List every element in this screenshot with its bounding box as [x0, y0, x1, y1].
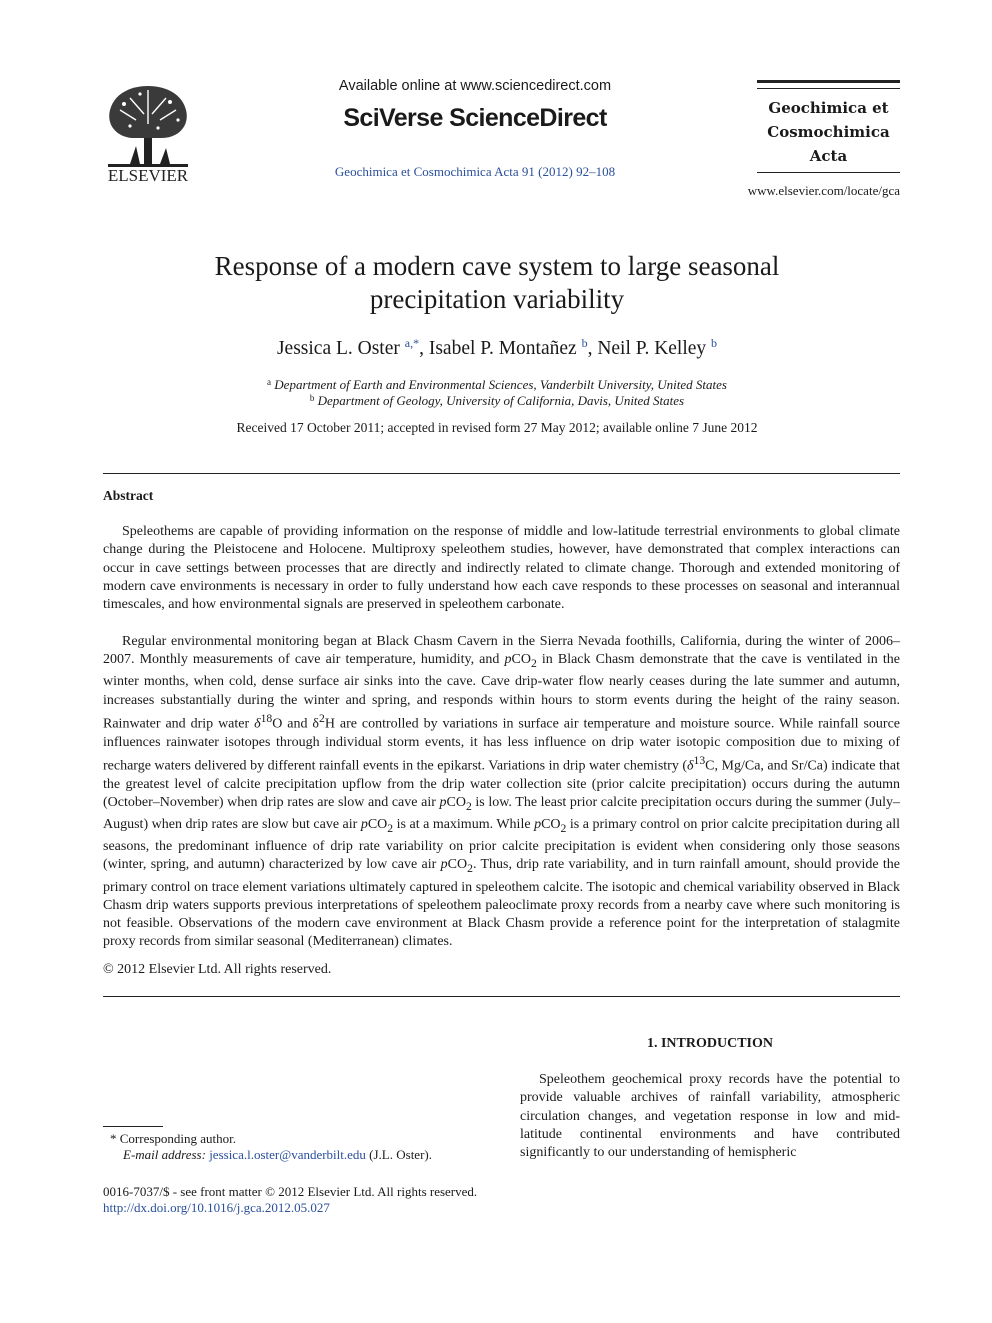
front-matter-note: 0016-7037/$ - see front matter © 2012 Elsevier Ltd. All rights reserved. — [103, 1184, 478, 1199]
email-label: E-mail address: — [123, 1147, 206, 1162]
journal-name-line: Cosmochimica — [767, 123, 890, 141]
journal-url-link[interactable]: www.elsevier.com/locate/gca — [747, 183, 900, 198]
journal-name-line: Acta — [809, 147, 848, 165]
email-suffix: (J.L. Oster). — [365, 1147, 432, 1162]
affiliation — [100, 393, 894, 409]
available-online-text: Available online at www.sciencedirect.com — [338, 78, 612, 94]
journal-box-rule-thin — [757, 88, 900, 89]
article-history: Received 17 October 2011; accepted in revised form 27 May 2012; available online 7 June 2012 — [236, 420, 758, 435]
author-name: Jessica L. Oster — [276, 338, 400, 359]
author-separator: , — [419, 338, 429, 359]
abstract-paragraph: Speleothems are capable of providing information on the response of middle and low-latitude terrestrial environments to global climate change during the Pleistocene and Holocene. Multiproxy speleothem studies, however, have demonstrated that complex interactions can occur in cave settings between processes that are directly and indirectly related to climate change. Thorough and extended monitoring of modern cave environments is necessary in order to fully understand how each cave responds to these processes on seasonal and interannual timescales, and how environmental signals are preserved in speleothem carbonate. — [103, 524, 900, 612]
affiliation-text: Department of Geology, University of California, Davis, United States — [317, 393, 685, 408]
affiliation — [100, 377, 894, 393]
affiliation-mark: a — [267, 377, 272, 387]
author-affiliation-link[interactable]: b — [711, 336, 718, 350]
journal-name-line: Geochimica et — [768, 99, 889, 117]
author-name: Isabel P. Montañez — [428, 338, 577, 359]
doi-link[interactable]: http://dx.doi.org/10.1016/j.gca.2012.05.027 — [103, 1200, 330, 1215]
author-separator: , — [587, 338, 598, 359]
journal-box-rule-top — [757, 80, 900, 83]
copyright-notice: © 2012 Elsevier Ltd. All rights reserved. — [103, 962, 332, 977]
footnote-rule — [103, 1126, 163, 1127]
email-footnote — [123, 1147, 432, 1163]
author-list — [100, 336, 894, 360]
journal-name — [757, 96, 900, 168]
elsevier-tree-logo — [100, 80, 196, 184]
author-affiliation-link[interactable]: b — [581, 336, 588, 350]
platform-wordmark: SciVerse ScienceDirect — [343, 104, 607, 132]
abstract-rule-bottom — [103, 996, 900, 997]
abstract-rule-top — [103, 473, 900, 474]
title-line: Response of a modern cave system to large seasonal — [214, 251, 780, 281]
email-link[interactable]: jessica.l.oster@vanderbilt.edu — [209, 1147, 366, 1162]
affiliation-mark: b — [309, 393, 315, 403]
introduction-paragraph: Speleothem geochemical proxy records have the potential to provide valuable archives of rainfall variability, atmospheric circulation changes, and vegetation response in low and mid-latitude continental environments and have contributed significantly to our understanding of hemispheric — [520, 1072, 900, 1161]
journal-box-rule-bottom — [757, 172, 900, 173]
abstract-heading: Abstract — [103, 488, 154, 503]
affiliation-text: Department of Earth and Environmental Sciences, Vanderbilt University, United States — [274, 377, 727, 392]
article-title — [100, 250, 894, 316]
publisher-wordmark: ELSEVIER — [107, 166, 189, 184]
author-affiliation-link[interactable]: a,* — [404, 336, 420, 350]
author-name: Neil P. Kelley — [597, 338, 707, 359]
title-line: precipitation variability — [369, 284, 625, 314]
section-heading: 1. INTRODUCTION — [646, 1036, 773, 1051]
corresponding-author-note: * Corresponding author. — [110, 1131, 237, 1146]
journal-citation-link[interactable]: Geochimica et Cosmochimica Acta 91 (2012) 92–108 — [334, 164, 616, 179]
abstract-paragraph: Regular environmental monitoring began at Black Chasm Cavern in the Sierra Nevada foothills, California, during the winter of 2006–2007. Monthly measurements of cave air temperature, humidity, and pCO$_2$ in Black Chasm demonstrate that the cave is ventilated in the winter months, when cold, dense surface air sinks into the cave. Cave drip-water flow nearly ceases during the late summer and autumn, increases substantially during the winter and spring, and responds within hours to storm events during the height of the rainy season. Rainwater and drip water $\delta^{18}O$ and $\delta^2H$ are controlled by variations in surface air temperature and moisture source. While rainfall source influences rainwater isotopes through individual storm events, it has less influence on drip water isotopic composition due to mixing of recharge waters delivered by different rainfall events in the epikarst. Variations in drip water chemistry ($\delta^{13}C$, Mg/Ca, and Sr/Ca) indicate that the greatest level of calcite precipitation upflow from the drip water collection site (prior calcite precipitation) occurs during the autumn (October–November) when drip rates are slow and cave air pCO$_2$ is low. The least prior calcite precipitation occurs during the summer (July–August) when drip rates are slow but cave air pCO$_2$ is at a maximum. While pCO$_2$ is a primary control on prior calcite precipitation during all seasons, the predominant influence of drip rate variability on prior calcite precipitation is evident when considering only those seasons (winter, spring, and autumn) characterized by low cave air pCO$_2$. Thus, drip rate variability, and in turn rainfall amount, should provide the primary control on trace element variations ultimately captured in speleothem calcite. The isotopic and chemical variability observed in Black Chasm drip waters supports previous interpretations of speleothem paleoclimate proxy records from a nearby cave where such monitoring is not feasible. Observations of the modern cave environment at Black Chasm provide a reference point for the interpretation of stalagmite proxy records from similar seasonal (Mediterranean) climates. — [103, 634, 901, 950]
